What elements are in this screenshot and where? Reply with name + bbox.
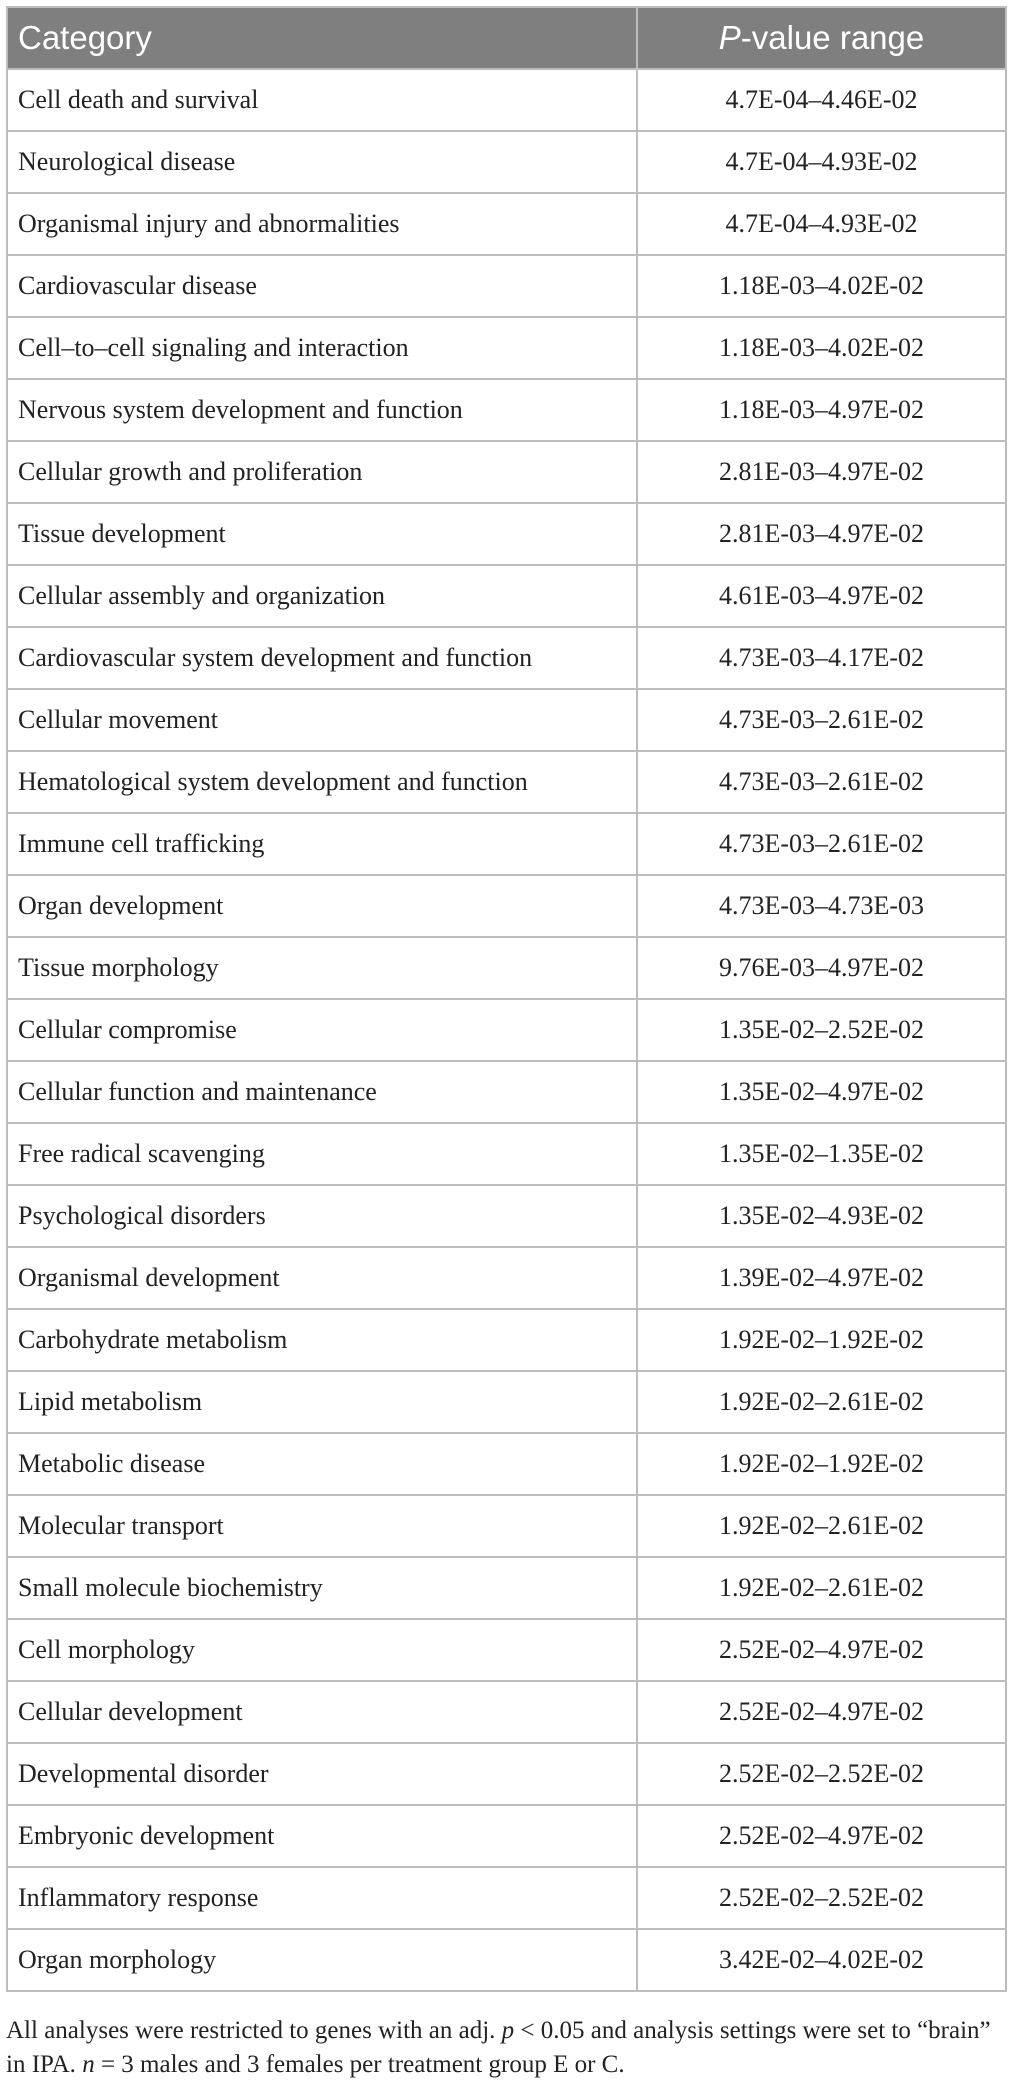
results-table-container xyxy=(6,6,1005,1992)
category-cell: Lipid metabolism xyxy=(7,1371,637,1433)
category-cell: Organismal injury and abnormalities xyxy=(7,193,637,255)
table-row xyxy=(7,813,1006,875)
pvalue-range-cell: 1.92E-02–2.61E-02 xyxy=(637,1371,1006,1433)
table-row xyxy=(7,1247,1006,1309)
table-row xyxy=(7,69,1006,131)
footnote-part2: < 0.05 and analysis settings were set to “brain” in IPA. xyxy=(6,2017,991,2078)
category-cell: Cell morphology xyxy=(7,1619,637,1681)
table-row xyxy=(7,1681,1006,1743)
table-row xyxy=(7,1619,1006,1681)
category-cell: Hematological system development and function xyxy=(7,751,637,813)
category-cell: Cellular growth and proliferation xyxy=(7,441,637,503)
table-row xyxy=(7,1433,1006,1495)
pvalue-range-cell: 4.7E-04–4.93E-02 xyxy=(637,131,1006,193)
pvalue-header-rest: -value range xyxy=(740,19,925,56)
table-row xyxy=(7,441,1006,503)
table-row xyxy=(7,379,1006,441)
category-cell: Neurological disease xyxy=(7,131,637,193)
table-footnote xyxy=(6,2014,1001,2082)
pvalue-range-cell: 4.73E-03–4.17E-02 xyxy=(637,627,1006,689)
table-row xyxy=(7,1371,1006,1433)
table-row xyxy=(7,255,1006,317)
pvalue-range-cell: 2.81E-03–4.97E-02 xyxy=(637,503,1006,565)
pathway-category-table xyxy=(6,6,1007,1992)
category-cell: Free radical scavenging xyxy=(7,1123,637,1185)
column-header-category: Category xyxy=(7,7,637,69)
category-cell: Tissue development xyxy=(7,503,637,565)
table-row xyxy=(7,1557,1006,1619)
category-cell: Cardiovascular system development and function xyxy=(7,627,637,689)
pvalue-range-cell: 1.39E-02–4.97E-02 xyxy=(637,1247,1006,1309)
column-header-pvalue-range xyxy=(637,7,1006,69)
category-cell: Organ development xyxy=(7,875,637,937)
category-cell: Immune cell trafficking xyxy=(7,813,637,875)
table-row xyxy=(7,937,1006,999)
category-cell: Organ morphology xyxy=(7,1929,637,1991)
table-row xyxy=(7,627,1006,689)
table-row xyxy=(7,1929,1006,1991)
pvalue-range-cell: 1.35E-02–4.93E-02 xyxy=(637,1185,1006,1247)
pvalue-range-cell: 1.92E-02–2.61E-02 xyxy=(637,1495,1006,1557)
pvalue-range-cell: 4.61E-03–4.97E-02 xyxy=(637,565,1006,627)
pvalue-range-cell: 4.73E-03–2.61E-02 xyxy=(637,751,1006,813)
pvalue-range-cell: 9.76E-03–4.97E-02 xyxy=(637,937,1006,999)
category-cell: Cardiovascular disease xyxy=(7,255,637,317)
pvalue-range-cell: 2.52E-02–4.97E-02 xyxy=(637,1619,1006,1681)
footnote-part3: = 3 males and 3 females per treatment group E or C. xyxy=(94,2051,625,2078)
table-row xyxy=(7,193,1006,255)
table-row xyxy=(7,1185,1006,1247)
table-row xyxy=(7,1309,1006,1371)
category-cell: Cell death and survival xyxy=(7,69,637,131)
category-cell: Developmental disorder xyxy=(7,1743,637,1805)
table-row xyxy=(7,1061,1006,1123)
pvalue-range-cell: 1.35E-02–1.35E-02 xyxy=(637,1123,1006,1185)
pvalue-range-cell: 1.92E-02–1.92E-02 xyxy=(637,1433,1006,1495)
pvalue-range-cell: 3.42E-02–4.02E-02 xyxy=(637,1929,1006,1991)
table-row xyxy=(7,131,1006,193)
category-cell: Cellular compromise xyxy=(7,999,637,1061)
pvalue-range-cell: 4.7E-04–4.93E-02 xyxy=(637,193,1006,255)
pvalue-range-cell: 1.92E-02–1.92E-02 xyxy=(637,1309,1006,1371)
footnote-part1: All analyses were restricted to genes with an adj. xyxy=(6,2017,502,2044)
pvalue-range-cell: 4.73E-03–4.73E-03 xyxy=(637,875,1006,937)
category-cell: Organismal development xyxy=(7,1247,637,1309)
category-cell: Metabolic disease xyxy=(7,1433,637,1495)
category-cell: Cellular function and maintenance xyxy=(7,1061,637,1123)
header-row xyxy=(7,7,1006,69)
table-row xyxy=(7,1123,1006,1185)
pvalue-range-cell: 4.73E-03–2.61E-02 xyxy=(637,689,1006,751)
pvalue-range-cell: 4.73E-03–2.61E-02 xyxy=(637,813,1006,875)
category-cell: Carbohydrate metabolism xyxy=(7,1309,637,1371)
table-row xyxy=(7,317,1006,379)
pvalue-range-cell: 1.18E-03–4.02E-02 xyxy=(637,317,1006,379)
category-cell: Nervous system development and function xyxy=(7,379,637,441)
table-row xyxy=(7,1867,1006,1929)
pvalue-range-cell: 1.92E-02–2.61E-02 xyxy=(637,1557,1006,1619)
pvalue-range-cell: 1.18E-03–4.97E-02 xyxy=(637,379,1006,441)
footnote-p-italic: p xyxy=(501,2017,515,2044)
pvalue-range-cell: 2.52E-02–2.52E-02 xyxy=(637,1867,1006,1929)
table-row xyxy=(7,875,1006,937)
footnote-n-italic: n xyxy=(82,2051,95,2078)
category-cell: Psychological disorders xyxy=(7,1185,637,1247)
table-row xyxy=(7,1495,1006,1557)
pvalue-range-cell: 4.7E-04–4.46E-02 xyxy=(637,69,1006,131)
table-row xyxy=(7,503,1006,565)
category-cell: Embryonic development xyxy=(7,1805,637,1867)
category-cell: Cellular assembly and organization xyxy=(7,565,637,627)
category-cell: Small molecule biochemistry xyxy=(7,1557,637,1619)
table-row xyxy=(7,1743,1006,1805)
table-body xyxy=(7,69,1006,1991)
pvalue-range-cell: 2.52E-02–4.97E-02 xyxy=(637,1805,1006,1867)
pvalue-italic-p: P xyxy=(718,19,741,56)
pvalue-range-cell: 2.52E-02–2.52E-02 xyxy=(637,1743,1006,1805)
table-row xyxy=(7,689,1006,751)
pvalue-range-cell: 1.35E-02–4.97E-02 xyxy=(637,1061,1006,1123)
category-cell: Tissue morphology xyxy=(7,937,637,999)
pvalue-range-cell: 2.52E-02–4.97E-02 xyxy=(637,1681,1006,1743)
table-row xyxy=(7,565,1006,627)
table-header xyxy=(7,7,1006,69)
category-cell: Cellular development xyxy=(7,1681,637,1743)
pvalue-range-cell: 1.35E-02–2.52E-02 xyxy=(637,999,1006,1061)
table-row xyxy=(7,1805,1006,1867)
pvalue-range-cell: 1.18E-03–4.02E-02 xyxy=(637,255,1006,317)
pvalue-range-cell: 2.81E-03–4.97E-02 xyxy=(637,441,1006,503)
table-row xyxy=(7,751,1006,813)
category-cell: Molecular transport xyxy=(7,1495,637,1557)
category-cell: Inflammatory response xyxy=(7,1867,637,1929)
category-cell: Cell–to–cell signaling and interaction xyxy=(7,317,637,379)
category-cell: Cellular movement xyxy=(7,689,637,751)
table-row xyxy=(7,999,1006,1061)
